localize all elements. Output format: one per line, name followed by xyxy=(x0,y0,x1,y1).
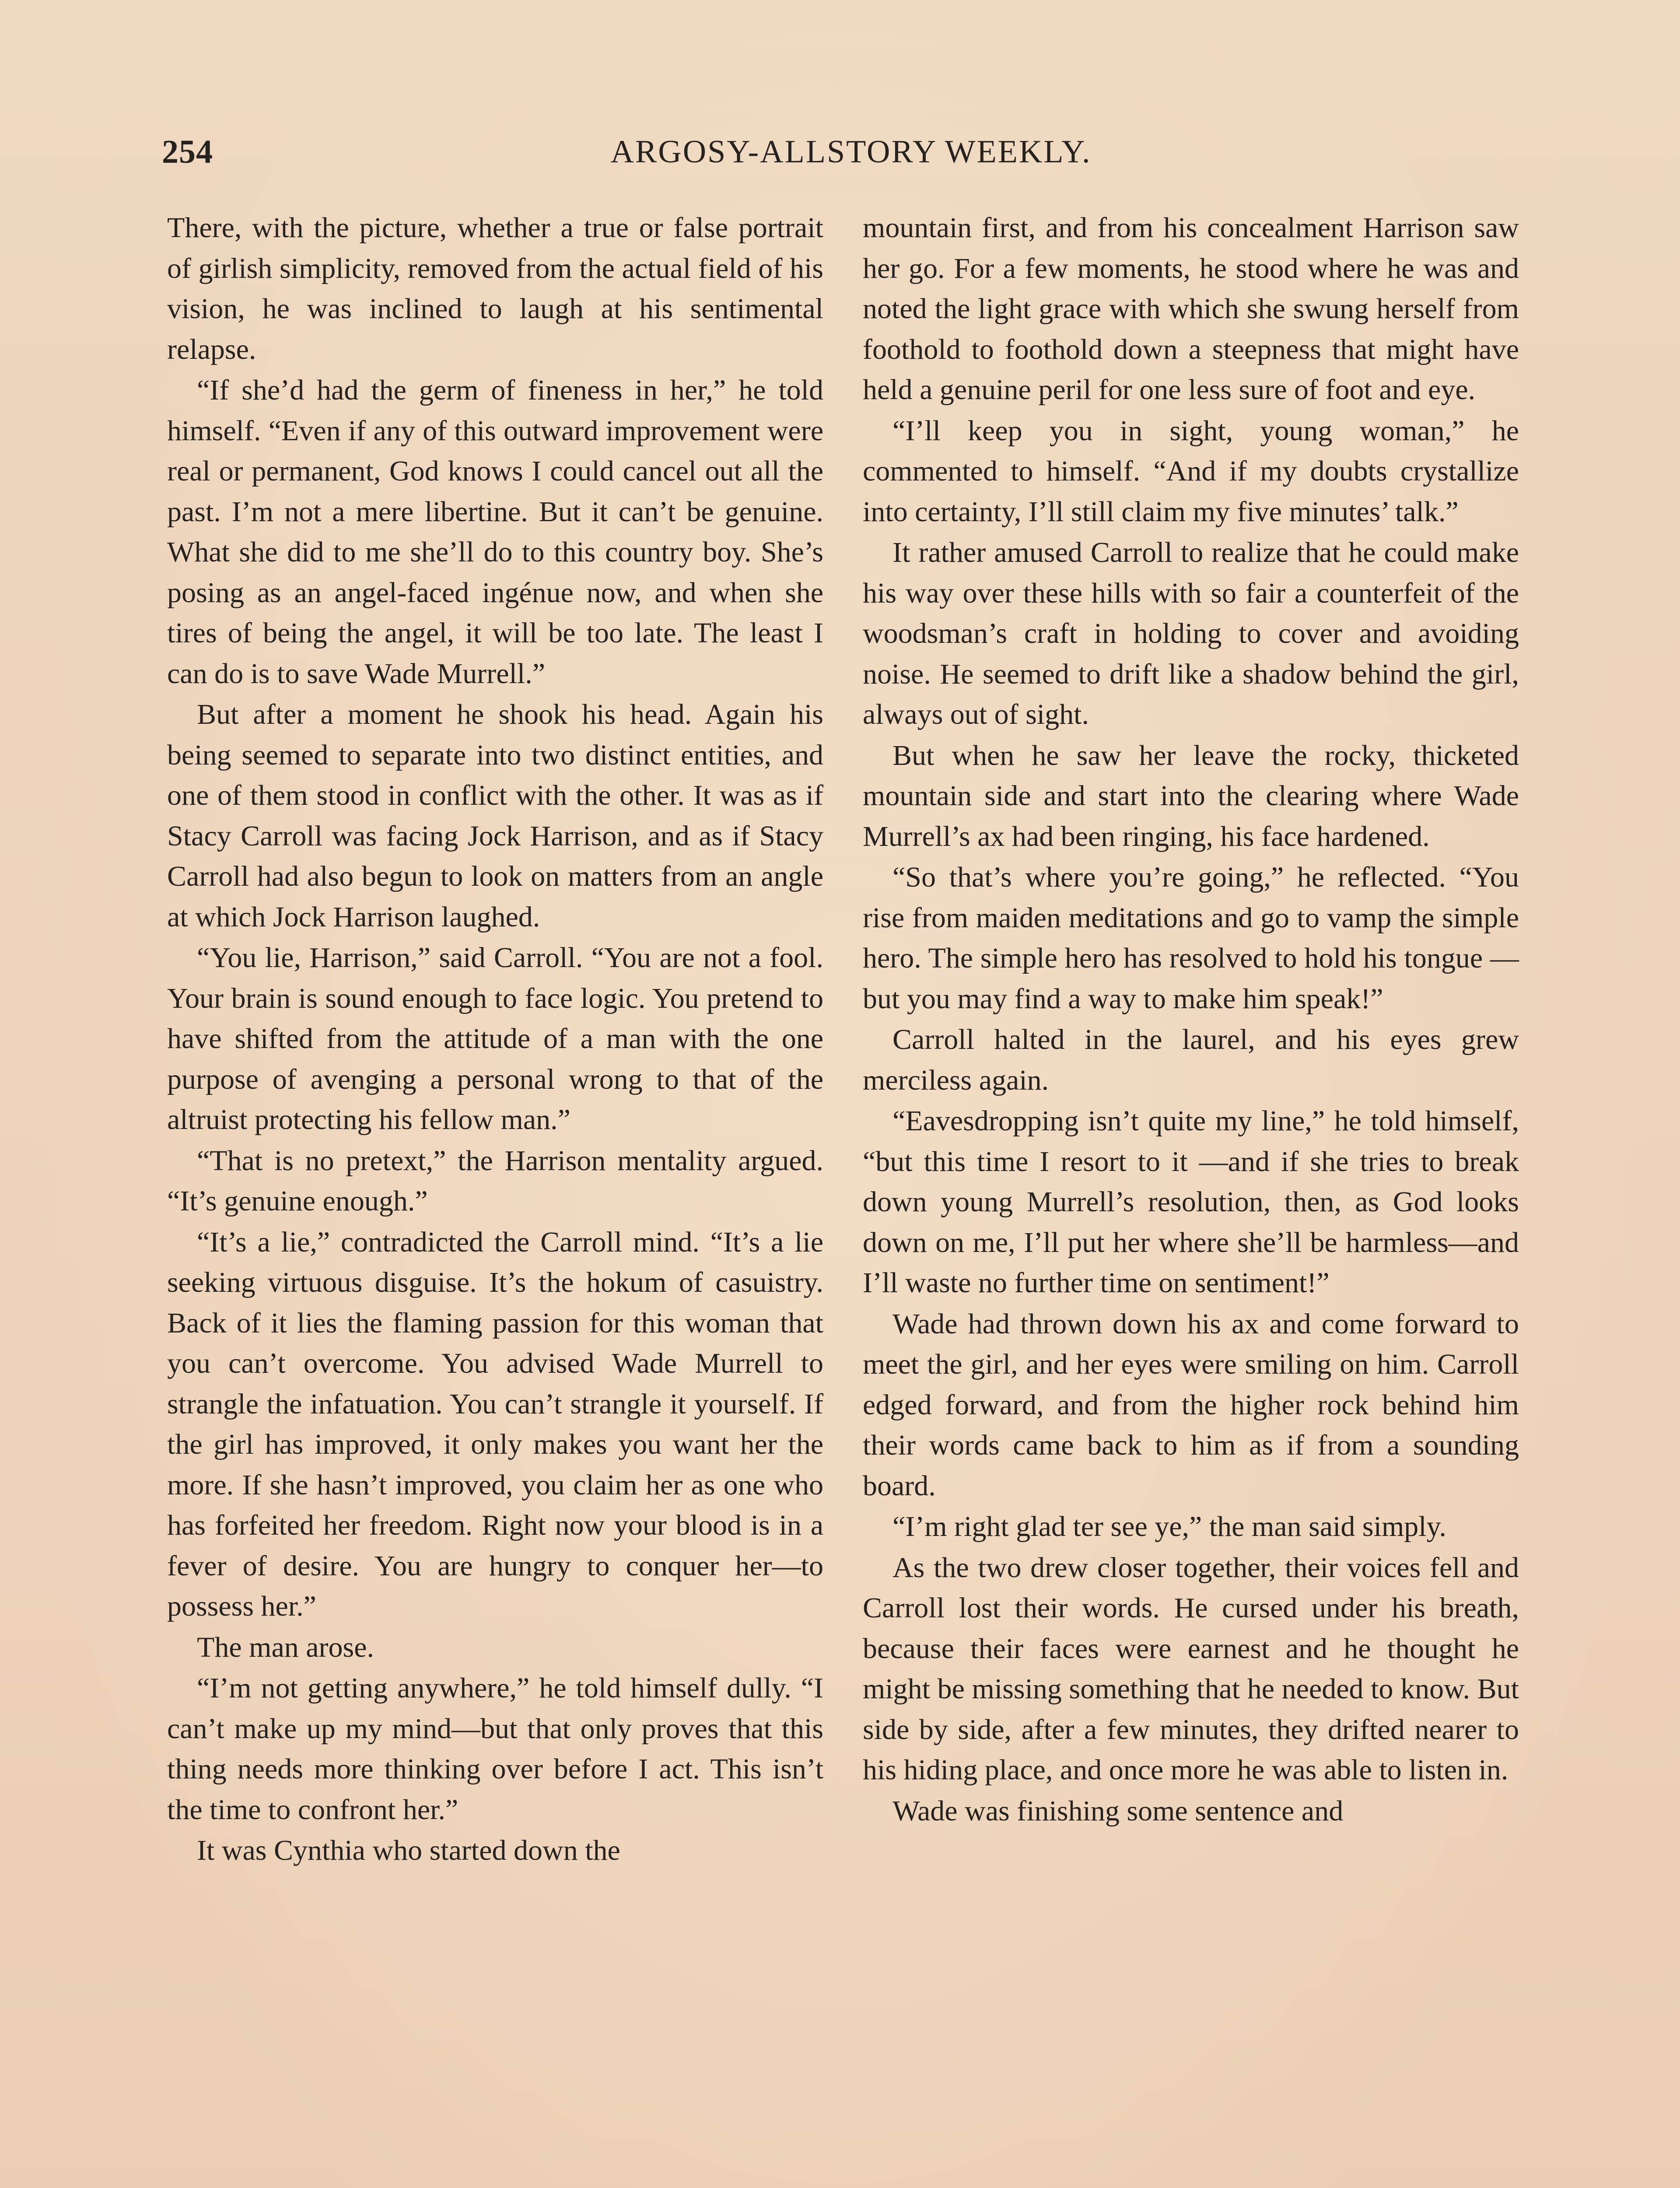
paragraph: It was Cynthia who started down the xyxy=(197,1834,620,1866)
paragraph: “It’s a lie,” contradicted the Carroll mind. “It’s a lie seeking virtuous disguise. It’s the hokum of casuistry. Back of it lies the flaming passion for this woman that you can’t overcome. You advised Wade Murrell to strangle the infatuation. You can’t strangle it yourself. If the girl has improved, it only makes you want her the more. If she hasn’t improved, you claim her as one who has forfeited her freedom. Right now your blood is in a fever of desire. You are hungry to conquer her—to possess her.” xyxy=(167,1226,823,1622)
paragraph: But when he saw her leave the rocky, thicketed mountain side and start into the clearing where Wade Murrell’s ax had been ringing, his face hardened. xyxy=(863,739,1519,852)
paragraph: “Eavesdropping isn’t quite my line,” he told himself, “but this time I resort to it —and if she tries to break down young Murrell’s resolution, then, as God looks down on me, I’ll put her where she’ll be harmless—and I’ll waste no further time on sentiment!” xyxy=(863,1105,1519,1299)
page-header xyxy=(162,128,1540,176)
running-title: ARGOSY-ALLSTORY WEEKLY. xyxy=(610,134,1092,170)
paragraph: It rather amused Carroll to realize that he could make his way over these hills with so fair a counterfeit of the woodsman’s craft in holding to cover and avoiding noise. He seemed to drift like a shadow behind the girl, always out of sight. xyxy=(863,536,1519,730)
right-column xyxy=(863,208,1519,1832)
paragraph: There, with the picture, whether a true or false portrait of girlish simplicity, removed from the actual field of his vision, he was inclined to laugh at his sentimental relapse. xyxy=(167,212,823,365)
paragraph: Carroll halted in the laurel, and his eyes grew merciless again. xyxy=(863,1024,1519,1096)
paragraph: “I’ll keep you in sight, young woman,” he commented to himself. “And if my doubts crystallize into certainty, I’ll still claim my five minutes’ talk.” xyxy=(863,414,1519,528)
paragraph: “I’m not getting anywhere,” he told himself dully. “I can’t make up my mind—but that only proves that this thing needs more thinking over before I act. This isn’t the time to confront her.” xyxy=(167,1672,823,1826)
paragraph: Wade had thrown down his ax and come forward to meet the girl, and her eyes were smiling on him. Carroll edged forward, and from the higher rock behind him their words came back to him as if from a sounding board. xyxy=(863,1308,1519,1502)
paragraph: mountain first, and from his concealment Harrison saw her go. For a few moments, he stood where he was and noted the light grace with which she swung herself from foothold to foothold down a steepness that might have held a genuine peril for one less sure of foot and eye. xyxy=(863,212,1519,406)
left-column xyxy=(167,208,823,1872)
paragraph: “You lie, Harrison,” said Carroll. “You are not a fool. Your brain is sound enough to face logic. You pretend to have shifted from the attitude of a man with the one purpose of avenging a personal wrong to that of the altruist protecting his fellow man.” xyxy=(167,942,823,1136)
page-number: 254 xyxy=(162,133,213,170)
paragraph: “I’m right glad ter see ye,” the man said simply. xyxy=(892,1511,1446,1543)
paragraph: “That is no pretext,” the Harrison mentality argued. “It’s genuine enough.” xyxy=(167,1144,823,1217)
paragraph: As the two drew closer together, their voices fell and Carroll lost their words. He cursed under his breath, because their faces were earnest and he thought he might be missing something that he needed to know. But side by side, after a few minutes, they drifted nearer to his hiding place, and once more he was able to listen in. xyxy=(863,1551,1519,1786)
paragraph: “If she’d had the germ of fineness in her,” he told himself. “Even if any of this outward improvement were real or permanent, God knows I could cancel out all the past. I’m not a mere libertine. But it can’t be genuine. What she did to me she’ll do to this country boy. She’s posing as an angel-faced ingénue now, and when she tires of being the angel, it will be too late. The least I can do is to save Wade Murrell.” xyxy=(167,374,823,690)
paragraph: Wade was finishing some sentence and xyxy=(892,1795,1344,1827)
paragraph: But after a moment he shook his head. Again his being seemed to separate into two distinct entities, and one of them stood in conflict with the other. It was as if Stacy Carroll was facing Jock Harrison, and as if Stacy Carroll had also begun to look on matters from an angle at which Jock Harrison laughed. xyxy=(167,698,823,933)
paragraph: The man arose. xyxy=(197,1631,374,1663)
paragraph: “So that’s where you’re going,” he reflected. “You rise from maiden meditations and go to vamp the simple hero. The simple hero has resolved to hold his tongue —but you may find a way to make him speak!” xyxy=(863,861,1519,1015)
